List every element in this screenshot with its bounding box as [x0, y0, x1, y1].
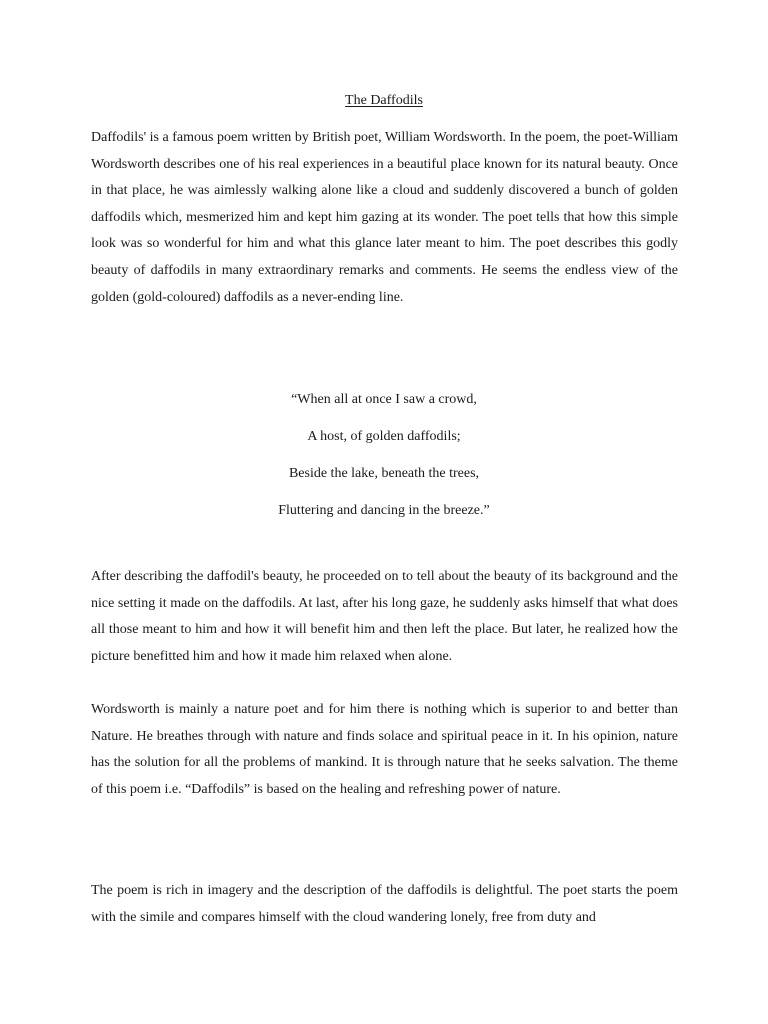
paragraph-intro: Daffodils' is a famous poem written by British poet, William Wordsworth. In the poem, the poet-William Wordsworth describes one of his real experiences in a beautiful place known for its natural beauty. Once in that place, he was aimlessly walking alone like a cloud and suddenly discovered a bunch of golden daffodils which, mesmerized him and kept him gazing at its wonder. The poet tells that how this simple look was so wonderful for him and what this glance later meant to him. The poet describes this godly beauty of daffodils in many extraordinary remarks and comments. He seems the endless view of the golden (gold-coloured) daffodils as a never-ending line.	[91, 130, 678, 305]
paragraph-imagery: The poem is rich in imagery and the description of the daffodils is delightful. The poet starts the poem with the simile and compares himself with the cloud wandering lonely, free from duty and	[91, 883, 678, 925]
paragraph-nature-poet: Wordsworth is mainly a nature poet and for him there is nothing which is superior to and better than Nature. He breathes through with nature and finds solace and spiritual peace in it. In his opinion, nature has the solution for all the problems of mankind. It is through nature that he seeks salvation. The theme of this poem i.e. “Daffodils” is based on the healing and refreshing power of nature.	[91, 702, 678, 797]
paragraph-background: After describing the daffodil's beauty, he proceeded on to tell about the beauty of its background and the nice setting it made on the daffodils. At last, after his long gaze, he suddenly asks himself that what does all those meant to him and how it will benefit him and then left the place. But later, he realized how the picture benefitted him and how it made him relaxed when alone.	[91, 569, 678, 664]
verse-line: “When all at once I saw a crowd,	[291, 392, 477, 407]
document-title: The Daffodils	[345, 93, 423, 108]
verse-line: Fluttering and dancing in the breeze.”	[278, 503, 490, 518]
verse-line: Beside the lake, beneath the trees,	[288, 466, 480, 481]
verse-line: A host, of golden daffodils;	[307, 429, 461, 444]
